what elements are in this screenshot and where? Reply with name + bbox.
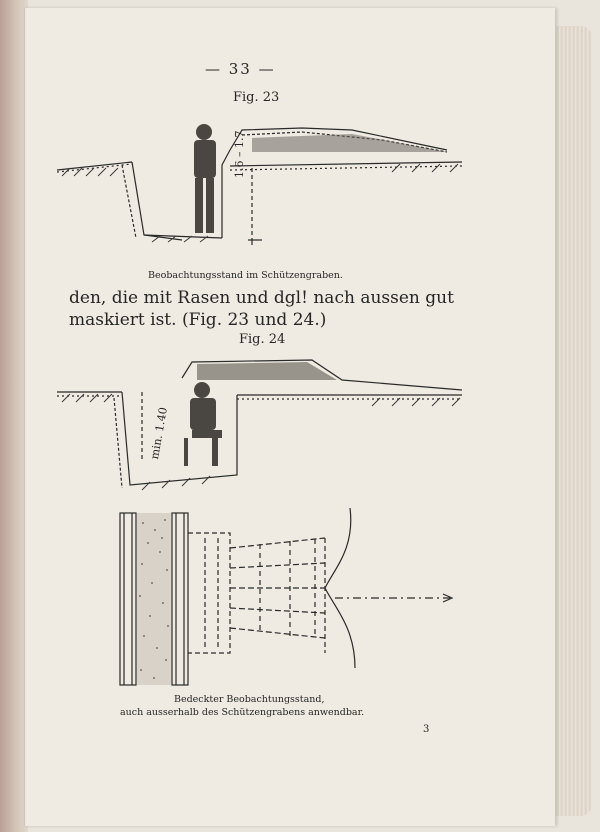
figure-23-label: Fig. 23: [233, 90, 280, 105]
figure-24-section-illustration: [52, 350, 472, 500]
figure-24-dimension: min. 1.40: [148, 406, 170, 461]
figure-23-illustration: [52, 110, 472, 260]
figure-23-caption: Beobachtungsstand im Schützengraben.: [148, 270, 343, 281]
figure-24-caption-line-2: auch ausserhalb des Schützengrabens anwendbar.: [120, 707, 365, 718]
page-number: — 33 —: [205, 60, 276, 78]
body-text-line-1: den, die mit Rasen und dgl! nach aussen gut: [69, 288, 454, 308]
page-stack-edge: [552, 26, 592, 816]
figure-24-caption-line-1: Bedeckter Beobachtungsstand,: [174, 694, 325, 705]
figure-24-label: Fig. 24: [239, 332, 286, 347]
signature-mark: 3: [423, 724, 430, 735]
body-text-line-2: maskiert ist. (Fig. 23 und 24.): [69, 310, 327, 330]
figure-24-plan-illustration: [110, 508, 470, 688]
figure-23-dimension: 1.6 – 1.7: [233, 130, 246, 178]
